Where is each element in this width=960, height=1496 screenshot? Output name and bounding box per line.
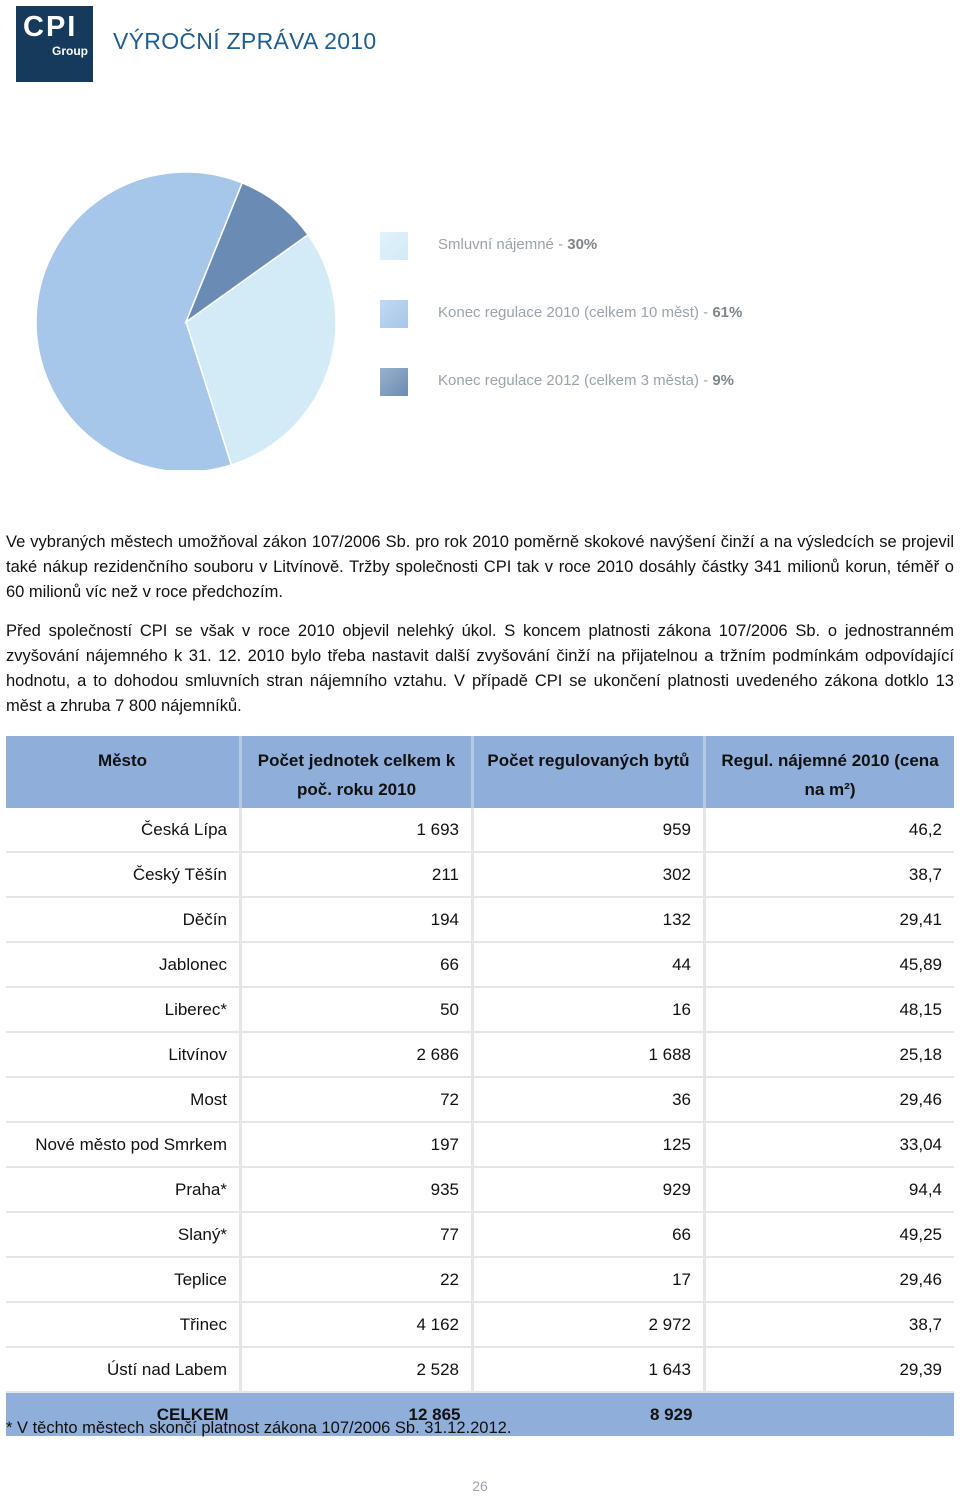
page-number: 26	[472, 1478, 488, 1494]
cell-rent: 46,2	[705, 808, 955, 852]
legend-swatch	[380, 232, 408, 260]
legend-swatch	[380, 368, 408, 396]
cell-rent: 94,4	[705, 1167, 955, 1212]
cell-regulated: 302	[473, 852, 705, 897]
legend-separator: -	[553, 236, 568, 253]
legend-label	[438, 304, 742, 321]
cell-units: 194	[241, 897, 473, 942]
table-row	[6, 1077, 954, 1122]
cell-city: Jablonec	[6, 942, 241, 987]
cell-regulated: 1 688	[473, 1032, 705, 1077]
cell-units: 211	[241, 852, 473, 897]
cell-units: 4 162	[241, 1302, 473, 1347]
legend-label	[438, 236, 597, 253]
cell-city: Český Těšín	[6, 852, 241, 897]
logo-text: CPI	[23, 11, 78, 43]
cell-units: 66	[241, 942, 473, 987]
legend-series-name: Smluvní nájemné	[438, 236, 554, 253]
cell-units: 2 528	[241, 1347, 473, 1392]
legend-separator: -	[698, 304, 713, 321]
document-title: VÝROČNÍ ZPRÁVA 2010	[113, 28, 377, 54]
cell-rent: 33,04	[705, 1122, 955, 1167]
cell-units: 935	[241, 1167, 473, 1212]
cell-rent: 48,15	[705, 987, 955, 1032]
cell-rent: 29,46	[705, 1257, 955, 1302]
cell-units: 50	[241, 987, 473, 1032]
legend-value: 61%	[712, 304, 743, 321]
total-units: 12 865	[241, 1392, 473, 1436]
cell-rent: 29,41	[705, 897, 955, 942]
cell-rent: 29,39	[705, 1347, 955, 1392]
cell-units: 197	[241, 1122, 473, 1167]
cell-regulated: 2 972	[473, 1302, 705, 1347]
table-row	[6, 808, 954, 852]
footnote: * V těchto městech skončí platnost zákona 107/2006 Sb. 31.12.2012.	[6, 1419, 512, 1437]
total-rent	[705, 1392, 955, 1436]
table-row	[6, 1212, 954, 1257]
table-row	[6, 987, 954, 1032]
table-row	[6, 897, 954, 942]
cell-regulated: 16	[473, 987, 705, 1032]
cell-regulated: 44	[473, 942, 705, 987]
cell-rent: 38,7	[705, 1302, 955, 1347]
cell-regulated: 132	[473, 897, 705, 942]
cell-regulated: 929	[473, 1167, 705, 1212]
paragraph-1: Ve vybraných městech umožňoval zákon 107/2006 Sb. pro rok 2010 poměrně skokové navýšení činží a na výsledcích se projevil také nákup rezidenčního souboru v Litvínově. Tržby společnosti CPI tak v roce 2010 dosáhly částky 341 milionů korun, téměř o 60 milionů víc než v roce předchozím.	[6, 533, 954, 601]
table-row	[6, 852, 954, 897]
cell-rent: 45,89	[705, 942, 955, 987]
cell-city: Nové město pod Smrkem	[6, 1122, 241, 1167]
column-header-city: Město	[6, 736, 241, 808]
table-row	[6, 1347, 954, 1392]
cell-units: 2 686	[241, 1032, 473, 1077]
regulation-table	[6, 736, 954, 1436]
legend-separator: -	[698, 372, 713, 389]
cell-regulated: 17	[473, 1257, 705, 1302]
table-row	[6, 942, 954, 987]
pie-chart-svg	[0, 130, 360, 470]
table-row	[6, 1167, 954, 1212]
table-row	[6, 1257, 954, 1302]
legend-value: 30%	[567, 236, 598, 253]
cell-city: Ústí nad Labem	[6, 1347, 241, 1392]
column-header-rent: Regul. nájemné 2010 (cena na m²)	[705, 736, 955, 808]
cell-rent: 29,46	[705, 1077, 955, 1122]
total-city: CELKEM	[6, 1392, 241, 1436]
cell-city: Praha*	[6, 1167, 241, 1212]
cell-regulated: 66	[473, 1212, 705, 1257]
total-regulated: 8 929	[473, 1392, 705, 1436]
table-header-row	[6, 736, 954, 808]
legend-series-name: Konec regulace 2010 (celkem 10 měst)	[438, 304, 699, 321]
cell-units: 22	[241, 1257, 473, 1302]
cell-city: Třinec	[6, 1302, 241, 1347]
cell-city: Teplice	[6, 1257, 241, 1302]
legend-swatch	[380, 300, 408, 328]
cell-rent: 49,25	[705, 1212, 955, 1257]
cell-city: Slaný*	[6, 1212, 241, 1257]
column-header-regulated: Počet regulovaných bytů	[473, 736, 705, 808]
cell-units: 72	[241, 1077, 473, 1122]
cell-rent: 25,18	[705, 1032, 955, 1077]
cell-regulated: 36	[473, 1077, 705, 1122]
cell-regulated: 125	[473, 1122, 705, 1167]
table-row	[6, 1032, 954, 1077]
cell-regulated: 1 643	[473, 1347, 705, 1392]
legend-label	[438, 372, 734, 389]
legend-series-name: Konec regulace 2012 (celkem 3 města)	[438, 372, 699, 389]
cell-regulated: 959	[473, 808, 705, 852]
table-row	[6, 1122, 954, 1167]
cpi-logo	[16, 6, 93, 82]
paragraph-2: Před společností CPI se však v roce 2010 objevil nelehký úkol. S koncem platnosti zákona 107/2006 Sb. o jednostranném zvyšování nájemného k 31. 12. 2010 bylo třeba nastavit další zvyšování činží na přijatelnou a tržním podmínkám odpovídající hodnotu, a to dohodou smluvních stran nájemního vztahu. V případě CPI se ukončení platnosti uvedeného zákona dotklo 13 měst a zhruba 7 800 nájemníků.	[6, 622, 954, 715]
cell-city: Děčín	[6, 897, 241, 942]
cell-city: Liberec*	[6, 987, 241, 1032]
logo-subtext: Group	[52, 44, 88, 58]
pie-chart	[0, 130, 800, 470]
table-row	[6, 1302, 954, 1347]
cell-city: Česká Lípa	[6, 808, 241, 852]
cell-units: 77	[241, 1212, 473, 1257]
cell-rent: 38,7	[705, 852, 955, 897]
cell-units: 1 693	[241, 808, 473, 852]
legend-value: 9%	[712, 372, 735, 389]
cell-city: Most	[6, 1077, 241, 1122]
column-header-units: Počet jednotek celkem k poč. roku 2010	[241, 736, 473, 808]
cell-city: Litvínov	[6, 1032, 241, 1077]
